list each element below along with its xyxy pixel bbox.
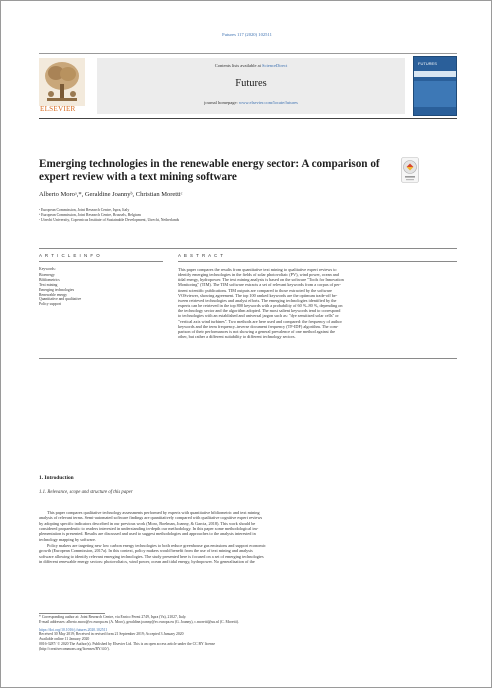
elsevier-logo: [39, 58, 85, 116]
received-dates: Received 30 May 2019; Received in revised form 21 September 2019; Accepted 3 January 2020: [39, 632, 184, 637]
keyword-item: Policy support: [39, 302, 62, 307]
available-online: Available online 11 January 2020: [39, 637, 90, 641]
body-line: considered propaedeutic to readers interested in understanding in-depth our methodology. In this paper some methodological im-: [39, 526, 259, 532]
sciencedirect-link[interactable]: ScienceDirect: [262, 63, 288, 68]
body-line: technology mapping by software.: [39, 536, 96, 542]
divider-right: [178, 261, 457, 262]
abstract-line: tinent scientific publications. TIM outputs are compared to those extracted by the software: [178, 287, 332, 293]
license-link[interactable]: (http://creativecommons.org/licenses/BY/4.0/).: [39, 646, 110, 651]
journal-cover-thumbnail[interactable]: [413, 56, 457, 116]
body-line: analysis of relevant terms. Semi-automated software findings are quantitatively compared with qualitative cognitive expert reviews: [39, 515, 263, 521]
affiliation-c: ᶜ Utrecht University, Copernicus Institute of Sustainable Development, Utrecht, Netherlands: [39, 218, 180, 222]
section-heading-introduction: 1. Introduction: [39, 475, 74, 481]
homepage-link[interactable]: www.elsevier.com/locate/futures: [238, 100, 298, 105]
body-line: This paper compares qualitative technology assessments performed by experts with quantitative bibliometric and text mining: [47, 510, 260, 515]
elsevier-tree-icon: [39, 58, 85, 108]
abstract-line: the technology sector and the algorithm adopted. The most salient keywords tend to correspond: [178, 308, 341, 314]
journal-header: [39, 53, 457, 119]
journal-reference[interactable]: Futures 117 (2020) 102511: [222, 32, 272, 37]
license-line: 0016-3287/ © 2020 The Author(s). Published by Elsevier Ltd. This is an open access article under the CC BY license: [39, 641, 215, 646]
abstract-line: keywords and the term frequency–inverse document frequency (TF-IDF) algorithm. The com-: [178, 323, 339, 329]
article-title: Emerging technologies in the renewable energy sector: A comparison of expert review with a text mining software: [39, 158, 380, 183]
body-line: plementation is presented. Results are discussed and used to suggest methodologies and approaches to the analysts interested in: [39, 531, 256, 537]
body-line: Policy makers are targeting new low carbon energy technologies to both reduce greenhouse gas emissions and support economic: [47, 543, 266, 548]
affiliation-b: ᵇ European Commission, Joint Research Centre, Brussels, Belgium: [39, 213, 141, 217]
abstract-line: tween retrieved technologies and analyst efforts. The emerging technologies identified by the: [178, 297, 337, 303]
keywords-list: [39, 273, 81, 307]
abstract-line: "vertical axis wind turbines". Two methods are here used and compared: the frequency of author: [178, 318, 342, 324]
footnote-line: E-mail addresses: alberto.moro@ec.europa.eu (A. Moro), geraldine.joanny@ec.europa.eu (G. Joanny), c.moretti@uu.nl (C. Moretti).: [39, 619, 239, 624]
contents-prefix: Contents lists available at: [214, 63, 262, 68]
footnote-divider: [39, 613, 105, 614]
publisher-wordmark: ELSEVIER: [40, 105, 76, 113]
abstract-line: This paper compares the results from quantitative text mining to qualitative expert reviews to: [178, 267, 337, 272]
keyword-item: Text mining: [39, 282, 58, 287]
crossmark-icon: [401, 157, 419, 183]
intro-paragraph-2: [39, 543, 457, 564]
abstract-line: tidal energy, hydropower. The text mining analysis is based on the software "Tools for Innovation: [178, 277, 344, 283]
journal-title: Futures: [235, 78, 267, 89]
keywords-label: Keywords:: [39, 267, 56, 271]
body-line: by adopting specific indicators described in our previous work (Moro, Boelman, Joanny, & Garcia, 2018). This work should be: [39, 520, 256, 526]
abstract-heading: A B S T R A C T: [178, 253, 224, 258]
abstract-line: other, but rather a different suitability to different technology sectors.: [178, 334, 296, 340]
doi-link[interactable]: https://doi.org/10.1016/j.futures.2020.102511: [39, 627, 108, 632]
footnote-line: * Corresponding author at: Joint Research Centre, via Enrico Fermi 2749, Ispra (Va), 21027, Italy.: [39, 615, 187, 619]
keyword-item: Emerging technologies: [39, 287, 75, 292]
subsection-heading: 1.1. Relevance, scope and structure of this paper: [39, 490, 133, 495]
cover-band: [414, 71, 456, 77]
contents-line: [97, 63, 405, 68]
divider: [39, 248, 457, 249]
body-line: software allowing to identify relevant emerging technologies. The study presented here is focused on a set of emerging technologies: [39, 553, 264, 559]
homepage-prefix: journal homepage:: [204, 100, 239, 105]
abstract-line: to technologies with an established and universal jargon such as: "dye sensitised solar cells" or: [178, 313, 339, 319]
homepage-line: [97, 100, 405, 105]
abstract-line: Monitoring" (TIM). The TIM software extracts a set of relevant keywords from a corpus of per-: [178, 282, 341, 288]
journal-masthead: [97, 58, 405, 114]
keyword-item: Bioenergy: [39, 273, 55, 277]
article-info-heading: A R T I C L E I N F O: [39, 253, 101, 258]
cover-journal-name: FUTURES: [418, 61, 437, 66]
abstract-line: identify emerging technologies in the fields of solar photovoltaic (PV), wind power, ocean and: [178, 272, 339, 278]
body-line: in different renewable energy sectors: photovoltaics, wind power, ocean and tidal energy, hydropower. No generalisation of the: [39, 559, 255, 565]
footnotes: [39, 615, 457, 651]
author-list: Alberto Moroᵃ,*, Geraldine Joannyᵇ, Christian Morettiᶜ: [39, 191, 183, 198]
keyword-item: Renewable energy: [39, 292, 68, 297]
abstract-body: [178, 267, 457, 339]
divider-left: [39, 261, 163, 262]
body-line: growth (European Commission, 2017a). In this context, policy makers would benefit from the use of text mining and analysis: [39, 548, 253, 554]
abstract-line: parison of their performances is not showing a general prevalence of one method against the: [178, 328, 335, 334]
intro-paragraph-1: [39, 510, 457, 542]
keyword-item: Bibliometrics: [39, 277, 60, 282]
divider: [39, 358, 457, 359]
abstract-line: experts can be retrieved in the top 800 keywords with a probability of 60 %–80 %, depending on: [178, 303, 343, 309]
abstract-line: VOSviewer, showing agreement. The top 100 ranked keywords are the optimum trade-off be-: [178, 292, 338, 298]
cover-image-area: [414, 81, 456, 107]
affiliation-a: ᵃ European Commission, Joint Research Centre, Ispra, Italy: [39, 208, 130, 212]
keyword-item: Quantitative and qualitative: [39, 297, 82, 302]
crossmark-badge[interactable]: [401, 157, 419, 183]
